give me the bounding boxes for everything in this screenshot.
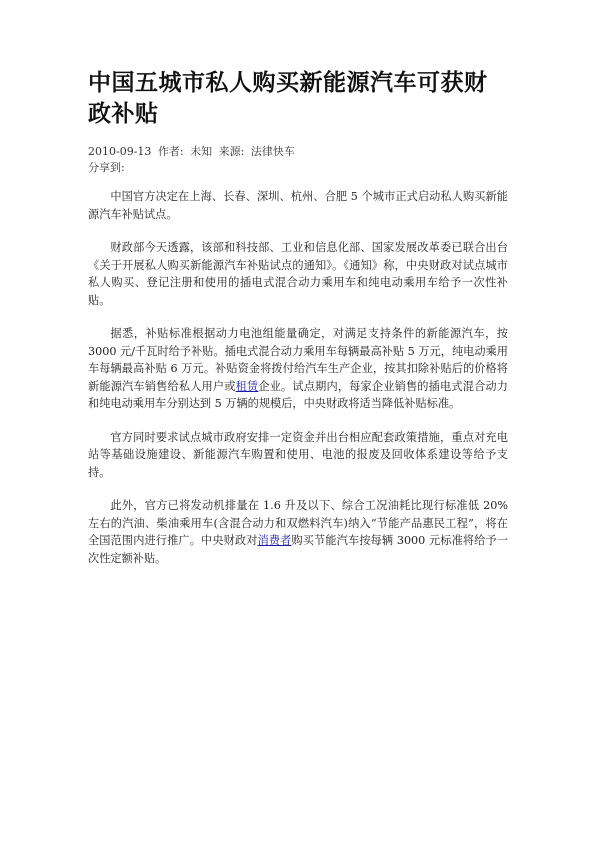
article-page	[88, 68, 508, 583]
paragraph-1: 中国官方决定在上海、长春、深圳、杭州、合肥 5 个城市正式启动私人购买新能源汽车补贴试点。	[88, 190, 508, 221]
source-label: 来源:	[218, 145, 245, 158]
link-zulin[interactable]: 租赁	[235, 379, 259, 393]
paragraph-3	[88, 325, 508, 413]
article-body	[88, 188, 508, 567]
paragraph-5-text-b: 购买节能汽车按每辆 3000 元标准将给予一次性定额补贴。	[88, 534, 508, 565]
article-title: 中国五城市私人购买新能源汽车可获财政补贴	[88, 70, 488, 127]
article-source: 法律快车	[250, 145, 295, 158]
article-author: 未知	[190, 145, 213, 158]
paragraph-3-text-a: 据悉，补贴标准根据动力电池组能量确定，对满足支持条件的新能源汽车，按 3000 元/千瓦时给予补贴。插电式混合动力乘用车每辆最高补贴 5 万元，纯电动乘用车每辆最高补贴 6 万元。补贴资金将拨付给汽车生产企业，按其扣除补贴后的价格将新能源汽车销售给私人用户或	[88, 327, 508, 393]
paragraph-4: 官方同时要求试点城市政府安排一定资金并出台相应配套政策措施，重点对充电站等基础设施建设、新能源汽车购置和使用、电池的报废及回收体系建设等给予支持。	[88, 430, 508, 479]
article-date: 2010-09-13	[88, 145, 152, 158]
link-consumer[interactable]: 消费者	[257, 534, 292, 547]
paragraph-2: 财政部今天透露，该部和科技部、工业和信息化部、国家发展改革委已联合出台《关于开展私人购买新能源汽车补贴试点的通知》。《通知》称，中央财政对试点城市私人购买、登记注册和使用的插电式混合动力乘用车和纯电动乘用车给予一次性补贴。	[88, 241, 508, 307]
paragraph-5-text-a: 此外，官方已将发动机排量在 1.6 升及以下、综合工况油耗比现行标准低 20%左右的汽油、柴油乘用车(含混合动力和双燃料汽车)纳入“节能产品惠民工程”，将在全国范围内进行推广。中央财政对	[88, 499, 508, 547]
paragraph-3-text-b: 企业。试点期内，每家企业销售的插电式混合动力和纯电动乘用车分别达到 5 万辆的规模后，中央财政将适当降低补贴标准。	[88, 379, 508, 410]
article-meta	[88, 144, 508, 160]
author-label: 作者:	[157, 145, 184, 158]
paragraph-5	[88, 497, 508, 567]
share-label[interactable]: 分享到:	[88, 161, 125, 174]
